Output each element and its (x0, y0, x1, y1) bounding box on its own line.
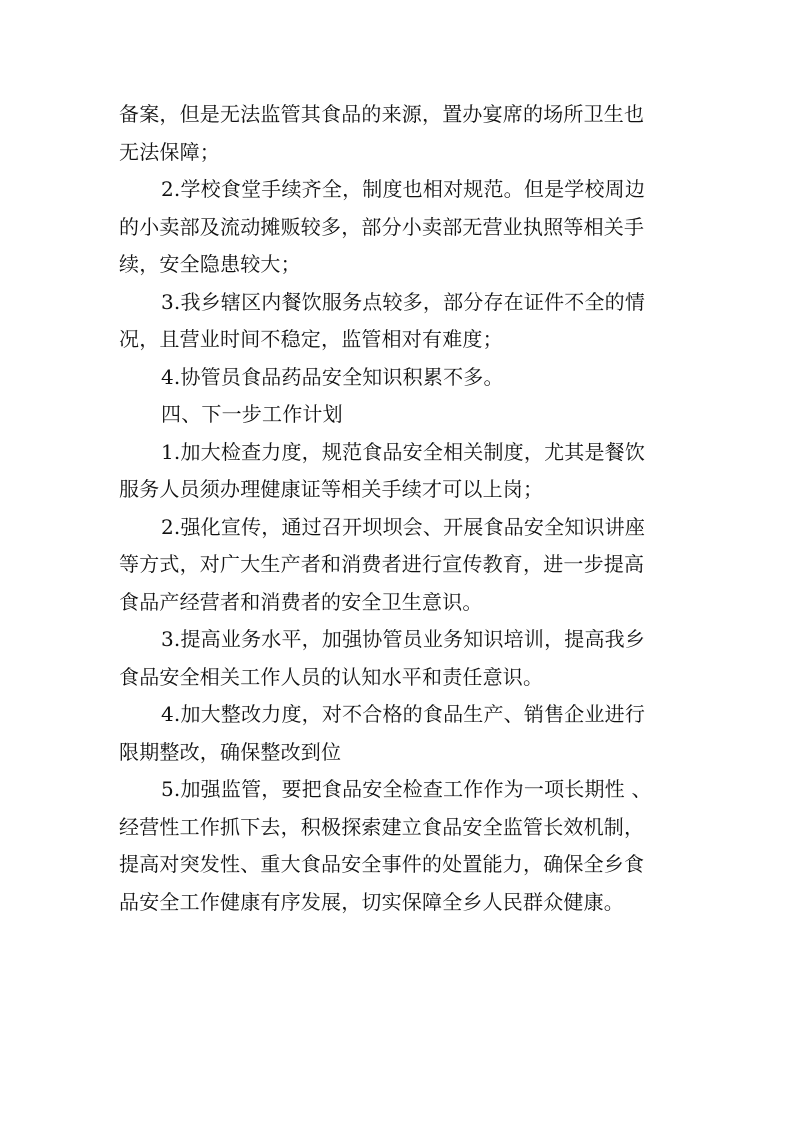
text-line-4: 的小卖部及流动摊贩较多，部分小卖部无营业执照等相关手 (119, 214, 645, 239)
text-line-16: 食品安全相关工作人员的认知水平和责任意识。 (119, 664, 544, 689)
section-heading: 四、下一步工作计划 (161, 402, 343, 426)
text-line-8: 4.协管员食品药品安全知识积累不多。 (161, 364, 504, 389)
text-line-7: 况，且营业时间不稳定，监管相对有难度； (119, 327, 503, 351)
text-line-11: 服务人员须办理健康证等相关手续才可以上岗； (119, 477, 544, 501)
text-line-12: 2.强化宣传，通过召开坝坝会、开展食品安全知识讲座 (161, 514, 646, 539)
text-line-2: 无法保障； (119, 139, 220, 164)
text-line-20: 经营性工作抓下去，积极探索建立食品安全监管长效机制， (119, 814, 645, 839)
text-line-17: 4.加大整改力度，对不合格的食品生产、销售企业进行 (161, 702, 646, 726)
text-line-21: 提高对突发性、重大食品安全事件的处置能力，确保全乡食 (119, 852, 645, 876)
document-body (119, 96, 675, 921)
text-line-19: 5.加强监管，要把食品安全检查工作作为一项长期性 、 (161, 777, 652, 801)
text-line-14: 食品产经营者和消费者的安全卫生意识。 (119, 589, 483, 614)
text-line-10: 1.加大检查力度，规范食品安全相关制度，尤其是餐饮 (161, 439, 646, 464)
text-line-13: 等方式，对广大生产者和消费者进行宣传教育，进一步提高 (119, 552, 645, 576)
text-line-18: 限期整改，确保整改到位 (119, 739, 342, 764)
text-line-5: 续，安全隐患较大； (119, 252, 301, 276)
text-line-3: 2.学校食堂手续齐全，制度也相对规范。但是学校周边 (161, 177, 646, 201)
text-line-22: 品安全工作健康有序发展，切实保障全乡人民群众健康。 (119, 889, 624, 914)
text-line-15: 3.提高业务水平，加强协管员业务知识培训，提高我乡 (161, 627, 646, 651)
text-line-6: 3.我乡辖区内餐饮服务点较多，部分存在证件不全的情 (161, 289, 646, 314)
text-line-1: 备案，但是无法监管其食品的来源，置办宴席的场所卫生也 (119, 102, 645, 126)
